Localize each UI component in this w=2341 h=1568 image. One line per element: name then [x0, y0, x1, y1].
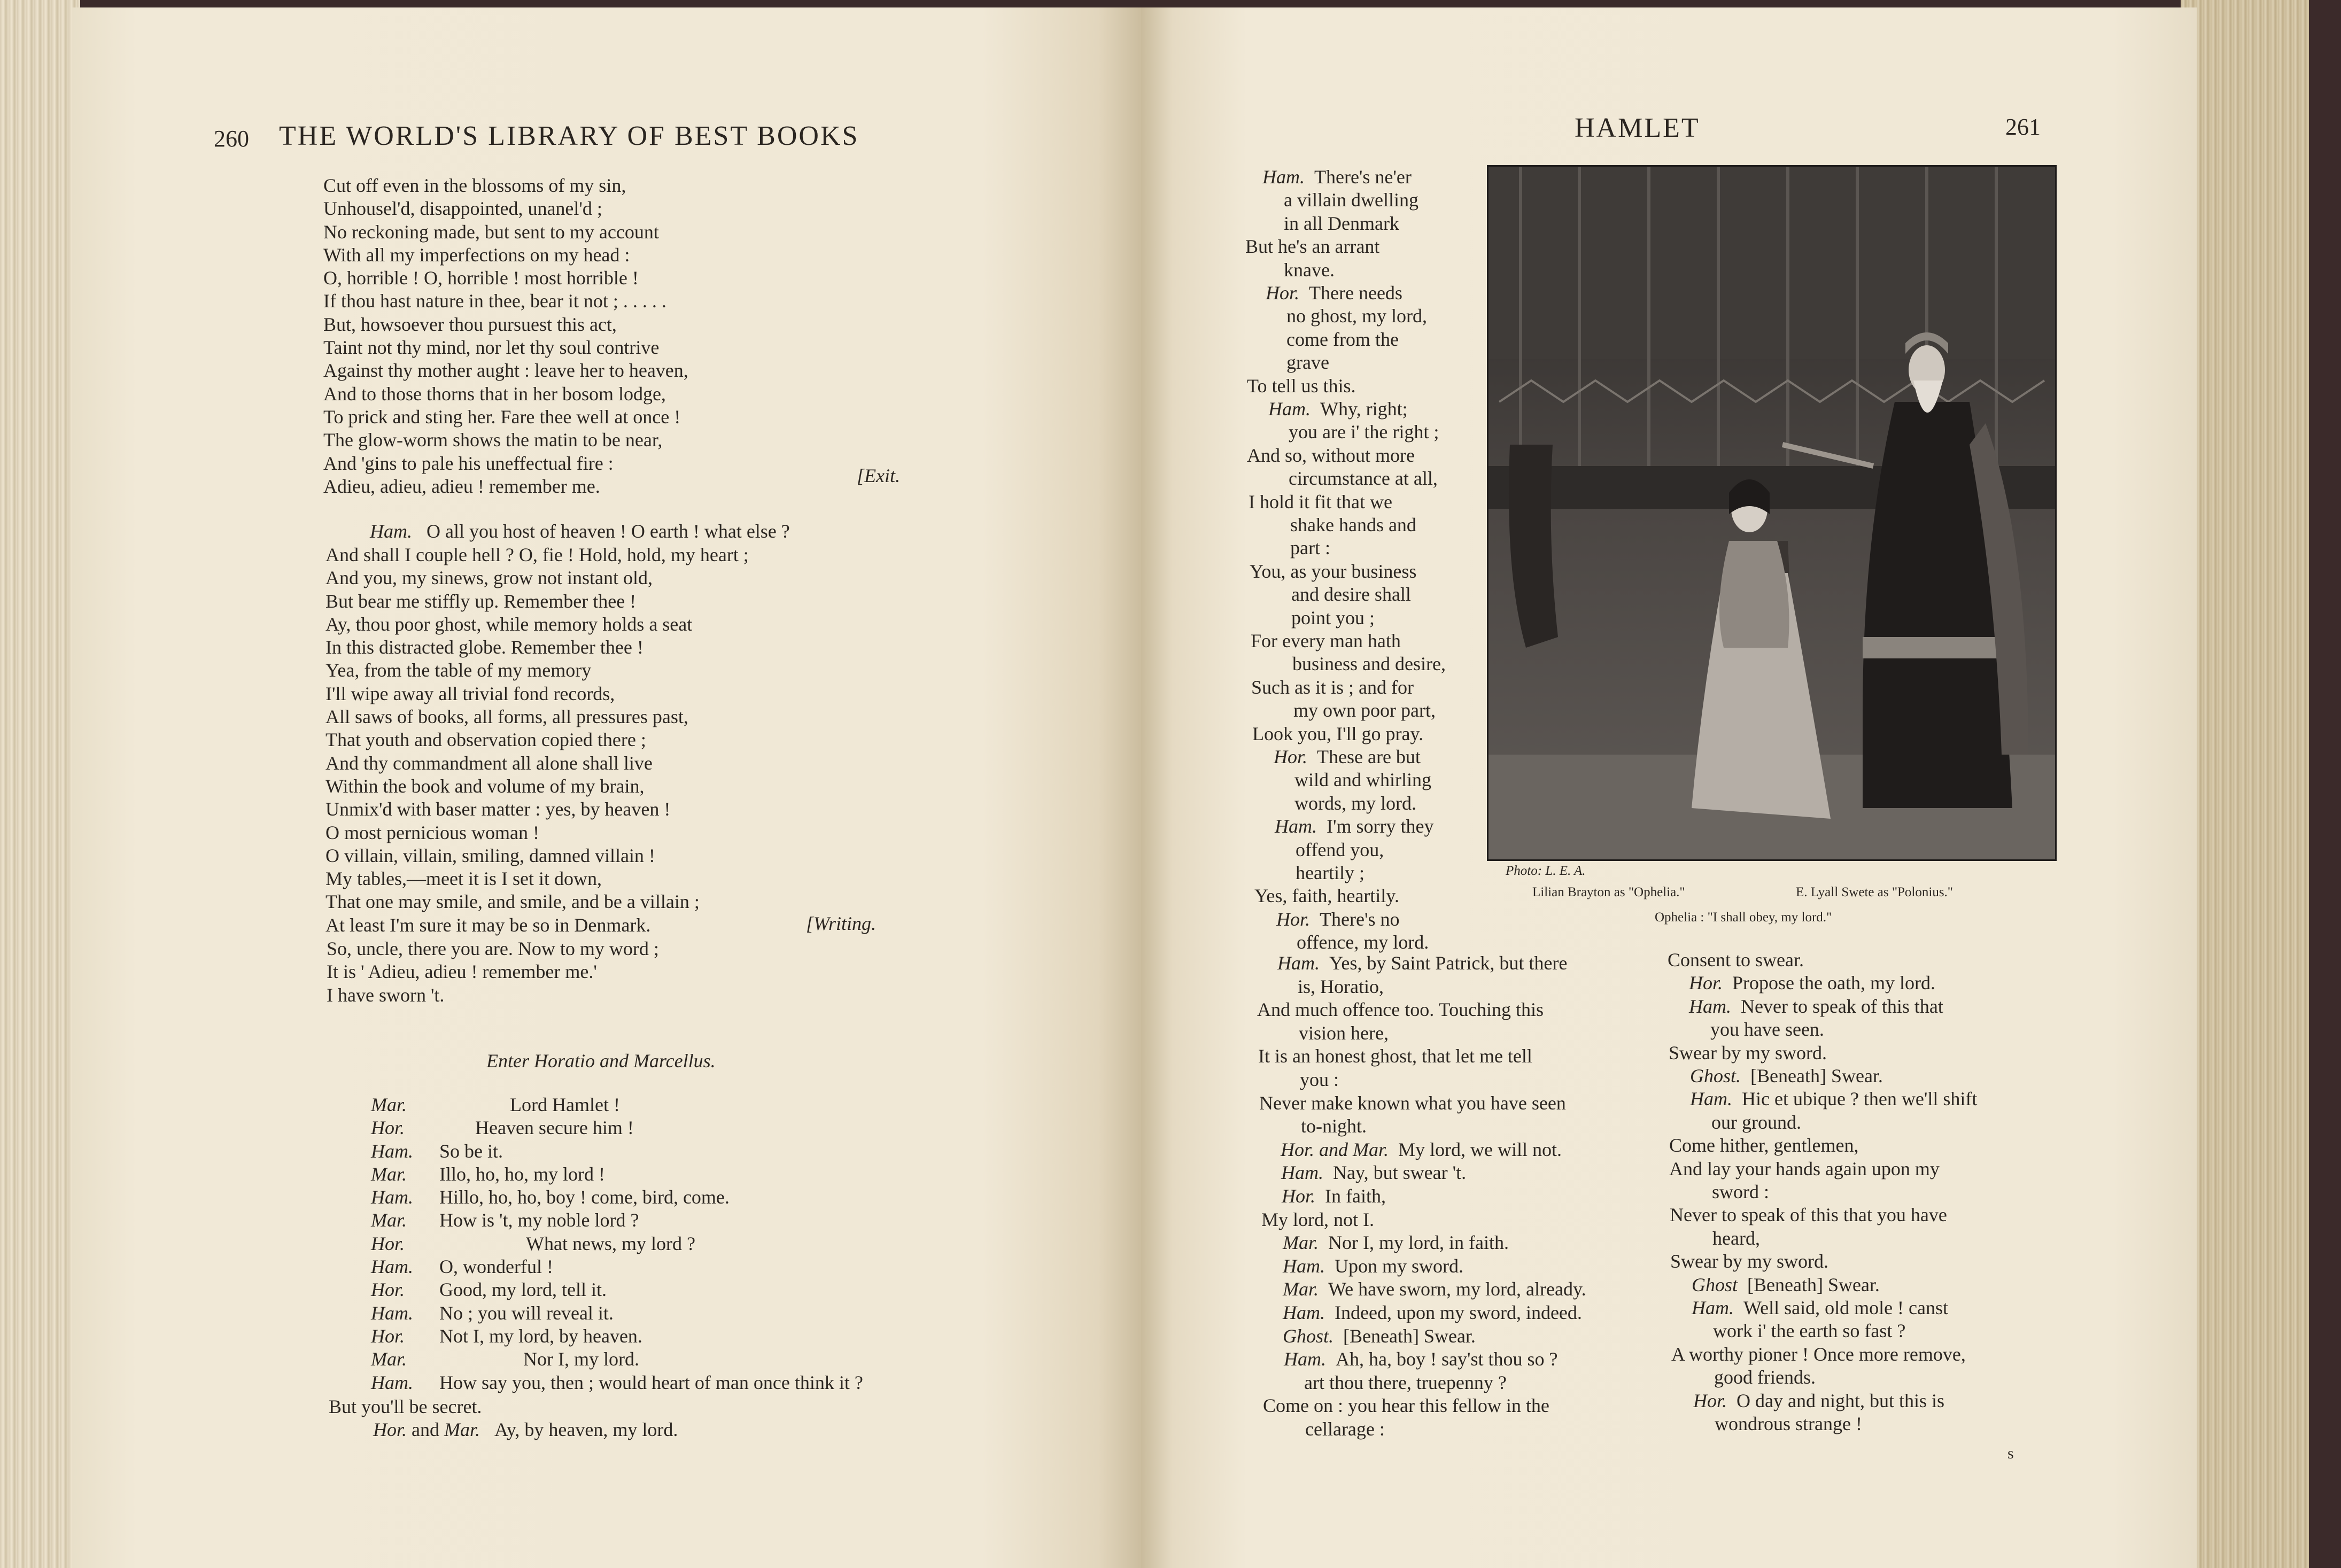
line-text: part : [1290, 537, 1330, 559]
line-text: Look you, I'll go pray. [1252, 723, 1424, 744]
dialogue-line [371, 1163, 605, 1186]
line-text: Such as it is ; and for [1251, 676, 1414, 698]
play-line [1670, 1204, 1947, 1227]
play-line [1254, 884, 1399, 907]
play-line [1712, 1181, 1769, 1204]
play-line [1289, 467, 1438, 490]
line-text: A worthy pioner ! Once more remove, [1671, 1343, 1966, 1365]
verse-line: And shall I couple hell ? O, fie ! Hold, hold, my heart ; [325, 544, 749, 565]
play-line [1304, 1371, 1507, 1394]
line-text: wild and whirling [1294, 769, 1431, 791]
play-line [1284, 212, 1399, 235]
play-line [1290, 537, 1330, 560]
dialogue-line [371, 1186, 730, 1209]
line-text: Swear by my sword. [1670, 1251, 1828, 1272]
play-line [1275, 815, 1433, 838]
play-line [1692, 1274, 1880, 1297]
line-text: good friends. [1714, 1367, 1816, 1388]
speaker-name: Ham. [371, 1256, 413, 1278]
book-cover-right [2309, 0, 2341, 1568]
line-text: wondrous strange ! [1715, 1413, 1862, 1434]
book-cover-top [0, 0, 2341, 7]
dialogue-line [371, 1302, 614, 1325]
line-text: our ground. [1711, 1111, 1801, 1133]
verse-block-2 [325, 544, 749, 937]
line-text: is, Horatio, [1298, 975, 1384, 997]
play-line [1283, 1301, 1582, 1324]
verse-line: Cut off even in the blossoms of my sin, [323, 175, 626, 196]
caption-actor-1: Lilian Brayton as "Ophelia." [1532, 885, 1685, 899]
verse-line: Against thy mother aught : leave her to heaven, [323, 360, 688, 382]
play-line [1286, 305, 1427, 328]
play-line [1292, 653, 1446, 676]
speaker-name: Ham. [1283, 1302, 1325, 1323]
speaker-name: Ghost. [1690, 1065, 1741, 1086]
play-line [1305, 1418, 1385, 1441]
play-line [1296, 861, 1365, 884]
line-text: For every man hath [1251, 630, 1401, 651]
verse-line: And you, my sinews, grow not instant old, [325, 567, 653, 589]
line-text: Indeed, upon my sword, indeed. [1335, 1302, 1582, 1323]
verse-line: O, horrible ! O, horrible ! most horrible ! [323, 267, 639, 289]
play-line [1282, 1185, 1386, 1208]
line-text: But he's an arrant [1245, 236, 1380, 258]
speaker-name: Hor. [371, 1117, 405, 1139]
speaker-name: Ham. [1283, 1255, 1325, 1277]
writing-direction: [Writing. [806, 913, 877, 934]
play-line [1259, 1092, 1566, 1115]
line-text: Never to speak of this that [1741, 995, 1943, 1017]
line-text: I'm sorry they [1327, 816, 1434, 837]
line-text: There's ne'er [1314, 166, 1412, 188]
line-text: no ghost, my lord, [1286, 305, 1428, 327]
dialogue-text: Hillo, ho, ho, boy ! come, bird, come. [439, 1186, 730, 1208]
speaker-mar: Mar. [444, 1419, 480, 1440]
play-line [1300, 1068, 1339, 1091]
speaker-conj: and [412, 1419, 440, 1440]
line-text: you : [1300, 1069, 1339, 1090]
verse-line: If thou hast nature in thee, bear it not ; . . . . . [323, 290, 666, 312]
play-line [1297, 931, 1429, 954]
dialogue-line [371, 1232, 695, 1255]
play-line [1692, 1297, 1948, 1319]
play-line [1281, 1161, 1466, 1184]
line-text: [Beneath] Swear. [1750, 1065, 1883, 1086]
line-text: It is an honest ghost, that let me tell [1258, 1045, 1532, 1067]
dialogue-line [371, 1325, 642, 1348]
play-line [1284, 1348, 1557, 1371]
speaker-name: Hor. [371, 1325, 405, 1347]
play-line [1668, 949, 1804, 972]
last-line-text: Ay, by heaven, my lord. [494, 1419, 678, 1440]
dialogue-text: O, wonderful ! [439, 1256, 553, 1278]
line-text: Ah, ha, boy ! say'st thou so ? [1336, 1348, 1558, 1370]
verse-line: And 'gins to pale his uneffectual fire : [323, 452, 614, 474]
stage-direction-enter: Enter Horatio and Marcellus. [486, 1050, 716, 1072]
speaker-name: Ham. [371, 1302, 413, 1324]
play-line [1245, 235, 1379, 258]
play-line [1715, 1412, 1862, 1435]
speaker-name: Hor. [1282, 1185, 1316, 1207]
speaker-name: Ham. [1281, 1162, 1323, 1184]
speaker-name: Hor. [1274, 746, 1308, 767]
line-text: In faith, [1325, 1185, 1386, 1207]
line-text: [Beneath] Swear. [1747, 1274, 1880, 1295]
speaker-name: Ghost. [1283, 1325, 1334, 1347]
verse-line: But bear me stiffly up. Remember thee ! [325, 590, 637, 612]
right-page-number: 261 [2005, 114, 2041, 140]
left-running-head: THE WORLD'S LIBRARY OF BEST BOOKS [279, 121, 859, 151]
verse-line: Yea, from the table of my memory [325, 659, 592, 681]
page-edges-left [0, 0, 80, 1568]
play-line [1247, 375, 1355, 398]
caption-actor-2: E. Lyall Swete as "Polonius." [1796, 885, 1954, 899]
verse-line: Taint not thy mind, nor let thy soul contrive [323, 337, 660, 359]
play-line [1713, 1319, 1905, 1342]
play-line [1293, 699, 1436, 722]
dialogue-line [371, 1116, 634, 1139]
speaker-name: Ham. [1277, 952, 1320, 974]
speaker-name: Hor. and Mar. [1281, 1138, 1389, 1160]
dialogue-line [371, 1278, 607, 1301]
verse-line: I'll wipe away all trivial fond records, [325, 682, 615, 704]
play-line [1301, 1115, 1367, 1138]
play-line [1290, 514, 1416, 537]
play-line [1294, 792, 1416, 815]
verse-line: It is ' Adieu, adieu ! remember me.' [327, 961, 597, 983]
dialogue-text: How is 't, my noble lord ? [439, 1209, 639, 1231]
play-line [1690, 1065, 1883, 1088]
line-text: sword : [1712, 1181, 1769, 1202]
speaker-name: Mar. [1283, 1232, 1319, 1254]
line-text: We have sworn, my lord, already. [1328, 1278, 1586, 1300]
first-line-text: O all you host of heaven ! O earth ! what else ? [427, 521, 790, 542]
play-line [1669, 1134, 1858, 1157]
verse-line: And to those thorns that in her bosom lodge, [323, 383, 666, 405]
play-line [1296, 839, 1384, 861]
dialogue-line [371, 1140, 503, 1163]
line-text: art thou there, truepenny ? [1304, 1371, 1507, 1393]
line-text: Propose the oath, my lord. [1732, 972, 1935, 994]
line-text: And much offence too. Touching this [1257, 999, 1544, 1021]
line-text: Never to speak of this that you have [1670, 1204, 1947, 1226]
line-text: To tell us this. [1247, 375, 1356, 397]
line-text: vision here, [1299, 1022, 1389, 1044]
speaker-hor: Hor. [373, 1419, 407, 1440]
dialogue-text: What news, my lord ? [526, 1232, 695, 1254]
line-text: grave [1286, 352, 1329, 374]
verse-line: Adieu, adieu, adieu ! remember me. [323, 475, 600, 497]
dialogue-line [371, 1093, 620, 1116]
play-line [1263, 1394, 1549, 1417]
verse-line: O villain, villain, smiling, damned villain ! [325, 844, 655, 866]
line-text: words, my lord. [1294, 792, 1416, 814]
play-line [1258, 1045, 1532, 1068]
verse-block-1 [323, 174, 688, 498]
line-text: heartily ; [1296, 862, 1365, 883]
line-text: I hold it fit that we [1249, 491, 1392, 513]
dialogue-text: Illo, ho, ho, my lord ! [439, 1163, 605, 1185]
line-text: a villain dwelling [1284, 189, 1418, 211]
play-line [1289, 421, 1439, 444]
play-line [1711, 1111, 1801, 1134]
speaker-name: Ghost [1692, 1274, 1738, 1295]
line-text: circumstance at all, [1289, 468, 1438, 490]
continuation-line: But you'll be secret. [329, 1396, 482, 1417]
photo-credit: Photo: L. E. A. [1506, 864, 1586, 878]
speaker-name: Ham. [1284, 1348, 1326, 1370]
caption-quote: Ophelia : "I shall obey, my lord." [1655, 910, 1832, 925]
line-text: Yes, faith, heartily. [1254, 885, 1399, 907]
play-line [1693, 1390, 1944, 1412]
speaker-name: Ham. [371, 1140, 413, 1162]
play-line [1689, 995, 1943, 1018]
line-text: my own poor part, [1293, 700, 1436, 721]
verse-line: With all my imperfections on my head : [323, 244, 630, 266]
speaker-name: Hor. [1689, 972, 1723, 994]
play-line [1247, 444, 1415, 467]
play-line [1712, 1227, 1760, 1250]
line-text: You, as your business [1250, 560, 1417, 582]
speaker-name: Hor. [1266, 282, 1300, 304]
line-text: Nay, but swear 't. [1333, 1162, 1467, 1184]
signature-mark: s [2007, 1445, 2014, 1462]
verse-line: O most pernicious woman ! [325, 821, 539, 843]
play-line [1276, 908, 1399, 931]
speaker-name: Hor. [371, 1279, 405, 1301]
line-text: Consent to swear. [1668, 949, 1804, 971]
speaker-name: Mar. [371, 1094, 407, 1115]
play-line [1283, 1255, 1463, 1278]
speaker-name: Mar. [371, 1348, 407, 1370]
speaker-name: Mar. [371, 1163, 407, 1185]
speaker-name: Ham. [1268, 398, 1311, 420]
dialogue-line [371, 1209, 639, 1232]
play-line [1291, 583, 1411, 606]
play-line [1261, 1208, 1374, 1231]
speaker-name: Hor. [1693, 1390, 1727, 1411]
line-text: come from the [1286, 328, 1399, 350]
line-text: offend you, [1296, 839, 1384, 860]
play-line [1257, 998, 1544, 1021]
play-line [1286, 351, 1329, 374]
line-text: These are but [1317, 746, 1421, 767]
dialogue-text: Not I, my lord, by heaven. [439, 1325, 642, 1347]
line-text: Why, right; [1320, 398, 1408, 420]
play-line [1268, 398, 1408, 421]
verse-line: I have sworn 't. [327, 984, 445, 1006]
dialogue-line [371, 1371, 863, 1394]
line-text: you are i' the right ; [1289, 421, 1439, 443]
play-line [1283, 1278, 1586, 1301]
line-text: Upon my sword. [1335, 1255, 1463, 1277]
play-line [1266, 282, 1402, 305]
dialogue-text: Nor I, my lord. [523, 1348, 639, 1370]
line-text: Never make known what you have seen [1259, 1092, 1566, 1114]
play-line [1294, 769, 1431, 791]
dialogue-text: Lord Hamlet ! [510, 1094, 620, 1115]
play-line [1286, 328, 1399, 351]
right-running-head: HAMLET [1575, 113, 1700, 143]
play-line [1277, 952, 1567, 975]
line-text: Well said, old mole ! canst [1743, 1297, 1949, 1318]
line-text: offence, my lord. [1297, 932, 1429, 953]
speaker-name: Ham. [1689, 995, 1731, 1017]
verse-block-3 [327, 937, 659, 1007]
line-text: cellarage : [1305, 1418, 1385, 1440]
play-line [1690, 1088, 1977, 1111]
line-text: Yes, by Saint Patrick, but there [1329, 952, 1568, 974]
play-line [1669, 1158, 1940, 1181]
speaker-name: Ham. [371, 1371, 413, 1393]
verse-line: Unhousel'd, disappointed, unanel'd ; [323, 198, 602, 220]
play-line [1251, 676, 1414, 699]
line-text: business and desire, [1292, 653, 1446, 675]
line-text: in all Denmark [1284, 212, 1399, 234]
play-line [1283, 1231, 1509, 1254]
play-line [1274, 746, 1421, 769]
line-text: Nor I, my lord, in faith. [1328, 1232, 1509, 1254]
verse-line: And thy commandment all alone shall live [325, 752, 653, 774]
production-photo [1487, 165, 2057, 861]
speaker-name: Ham. [1692, 1297, 1734, 1318]
line-text: shake hands and [1290, 514, 1416, 535]
speaker-name: Hor. [1276, 908, 1311, 930]
line-text: And so, without more [1247, 444, 1415, 466]
verse-line: In this distracted globe. Remember thee ! [325, 636, 644, 658]
dialogue-line [371, 1348, 639, 1371]
play-line [1671, 1343, 1966, 1366]
line-text: There's no [1320, 908, 1400, 930]
verse-line: That one may smile, and smile, and be a villain ; [325, 891, 700, 913]
verse-line: Within the book and volume of my brain, [325, 775, 645, 797]
photo-illustration [1489, 167, 2055, 859]
verse-line: Ay, thou poor ghost, while memory holds a seat [325, 613, 693, 635]
line-text: Swear by my sword. [1669, 1042, 1827, 1064]
play-line [1281, 1138, 1562, 1161]
line-text: point you ; [1291, 607, 1375, 628]
play-line [1714, 1366, 1816, 1389]
speaker-name: Mar. [1283, 1278, 1319, 1300]
verse-line: The glow-worm shows the matin to be near, [323, 429, 663, 451]
line-text: There needs [1309, 282, 1402, 304]
line-text: knave. [1284, 259, 1335, 281]
speaker-name: Hor. [371, 1232, 405, 1254]
line-text: Come on : you hear this fellow in the [1263, 1395, 1549, 1417]
verse-line: So, uncle, there you are. Now to my word ; [327, 938, 659, 959]
speaker-name: Ham. [1262, 166, 1305, 188]
play-line [1252, 723, 1423, 746]
play-line [1284, 259, 1335, 282]
line-text: My lord, we will not. [1398, 1138, 1562, 1160]
speaker-name: Mar. [371, 1209, 407, 1231]
verse-line: All saws of books, all forms, all pressures past, [325, 706, 688, 728]
line-text: Hic et ubique ? then we'll shift [1742, 1088, 1978, 1110]
line-text: to-night. [1301, 1115, 1367, 1137]
dialogue-text: Good, my lord, tell it. [439, 1279, 607, 1301]
play-line [1250, 560, 1416, 583]
verse-line: At least I'm sure it may be so in Denmark. [325, 914, 651, 936]
last-dialogue-line [373, 1418, 678, 1441]
play-line [1670, 1250, 1828, 1273]
verse-line: My tables,—meet it is I set it down, [325, 868, 602, 890]
play-line [1710, 1018, 1824, 1041]
speaker-name: Ham. [1275, 816, 1317, 837]
verse-line: But, howsoever thou pursuest this act, [323, 313, 617, 335]
line-text: O day and night, but this is [1737, 1390, 1945, 1411]
play-line [1291, 607, 1375, 630]
speaker-name: Ham. [1690, 1088, 1732, 1110]
dialogue-text: So be it. [439, 1140, 503, 1162]
play-line [1262, 166, 1412, 189]
dialogue-text: No ; you will reveal it. [439, 1302, 614, 1324]
play-line [1689, 972, 1935, 995]
play-line [1283, 1325, 1476, 1348]
line-text: work i' the earth so fast ? [1713, 1320, 1906, 1342]
line-text: and desire shall [1291, 584, 1411, 606]
speaker-name: Ham. [371, 1186, 413, 1208]
line-text: heard, [1712, 1227, 1760, 1249]
exit-direction: [Exit. [857, 465, 900, 486]
play-line [1251, 630, 1401, 653]
verse-line: To prick and sting her. Fare thee well at once ! [323, 406, 681, 428]
left-page-number: 260 [214, 126, 249, 152]
verse-line: No reckoning made, but sent to my account [323, 221, 659, 243]
play-line [1669, 1042, 1827, 1065]
line-text: And lay your hands again upon my [1669, 1158, 1940, 1179]
line-text: you have seen. [1710, 1019, 1824, 1041]
speaker-ham: Ham. [370, 521, 412, 542]
verse-line: Unmix'd with baser matter : yes, by heaven ! [325, 798, 671, 820]
dialogue-text: How say you, then ; would heart of man once think it ? [439, 1371, 863, 1393]
play-line [1249, 491, 1392, 514]
play-line [1299, 1022, 1389, 1045]
play-line [1284, 189, 1418, 212]
line-text: My lord, not I. [1261, 1208, 1374, 1230]
line-text: Come hither, gentlemen, [1669, 1135, 1859, 1156]
verse-line: That youth and observation copied there ; [325, 729, 646, 751]
ham-speech-first-line [370, 520, 790, 543]
play-line [1298, 975, 1384, 998]
line-text: [Beneath] Swear. [1343, 1325, 1476, 1347]
dialogue-line [371, 1255, 553, 1278]
dialogue-block [371, 1093, 863, 1394]
dialogue-text: Heaven secure him ! [475, 1117, 634, 1139]
